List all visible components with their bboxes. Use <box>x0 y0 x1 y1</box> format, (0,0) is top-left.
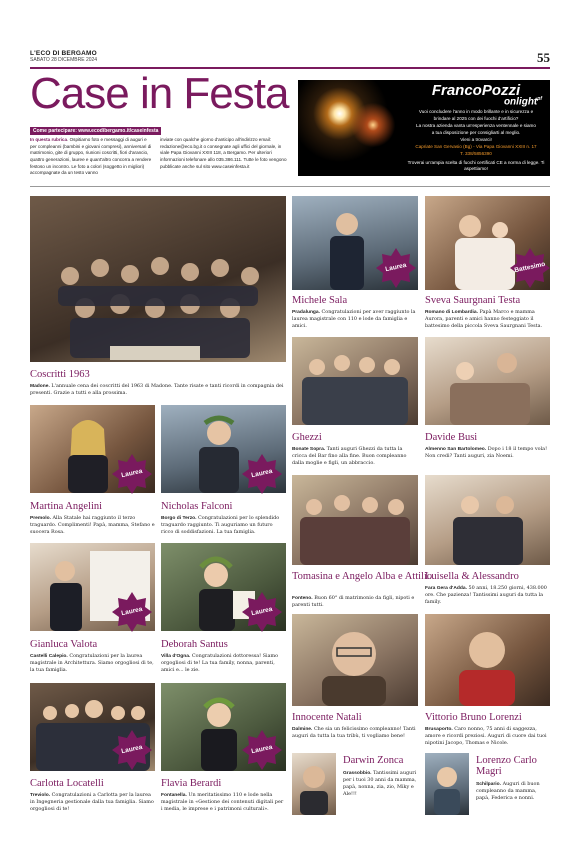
lorenzi-caption <box>425 726 550 747</box>
laurea-badge <box>110 590 154 634</box>
magri-name: Lorenzo Carlo Magri <box>476 755 537 778</box>
badge-label: Laurea <box>120 467 144 480</box>
busi-name: Davide Busi <box>425 432 478 443</box>
ghezzi-caption <box>292 446 418 467</box>
laurea-badge <box>110 728 154 772</box>
caption-text: Tanti auguri Ghezzi da tutta la cricca del Bar fino alla fine. Buon compleanno dalla moglie e figli, un abbraccio. <box>292 446 407 467</box>
sala-caption <box>292 309 418 330</box>
sala-name: Michele Sala <box>292 295 348 306</box>
santus-caption <box>161 653 286 674</box>
ad-line: brindare al 2025 con dei fuochi d'artificio? <box>433 116 519 122</box>
ad-brand-sup: pf <box>537 96 542 102</box>
caption-place: Borgo di Terzo. <box>161 516 197 521</box>
caption-text: Tantissimi auguri per i tuoi 30 anni da mamma, papà, nonna, zia, zio, Miky e Ale!!! <box>343 770 417 798</box>
zonca-figure <box>292 753 336 815</box>
participate-link[interactable]: Come partecipare: www.ecodibergamo.it/caseinfesta <box>30 127 161 135</box>
caption-text: Alla Statale hai raggiunto il terzo traguardo. Complimenti! Papà, mamma, Stefano e suocera Rosa. <box>30 515 155 536</box>
santus-name: Deborah Santus <box>161 639 228 650</box>
caption-text: Congratulazioni a Carlotta per la laurea in Ingegneria gestionale dalla tua famiglia. Siamo orgogliosi di te! <box>30 792 154 813</box>
battesimo-badge <box>508 246 552 290</box>
paper-name: L'ECO DI BERGAMO <box>30 50 97 57</box>
valota-caption <box>30 653 155 674</box>
caption-text: Auguri di buon compleanno da mamma, papà, Federica e nonni. <box>476 781 540 802</box>
caption-text: Congratulazioni per aver raggiunto la laurea magistrale con 110 e lode da famiglia e amici. <box>292 309 416 330</box>
page-number: 55 <box>537 50 550 65</box>
magri-caption <box>476 781 550 802</box>
badge-label: Laurea <box>250 605 274 618</box>
caption-place: Pradalunga. <box>292 310 320 315</box>
caption-place: Castelli Calepio. <box>30 654 68 659</box>
busi-photo <box>425 337 550 425</box>
caption-place: Romano di Lombardia. <box>425 310 478 315</box>
luisella-photo <box>425 475 550 565</box>
natali-name: Innocente Natali <box>292 712 362 723</box>
coscritti-text: L'annuale cena dei coscritti del 1963 di Madone. Tante risate e tanti ricordi in compagnia dei presenti. Grazie a tutti e alla prossima. <box>30 383 284 397</box>
caption-text: Congratulazioni per la laurea magistrale in Architettura. Siamo orgogliosi di te, la tua famiglia. <box>30 653 154 674</box>
badge-label: Laurea <box>384 261 408 274</box>
caption-place: Dalmine. <box>292 727 313 732</box>
tomasina-figures <box>292 475 418 565</box>
laurea-badge <box>240 728 284 772</box>
fireworks-ad[interactable] <box>298 80 550 176</box>
ad-line: a tua disposizione per consigliarti al meglio. <box>431 130 521 135</box>
group-silhouettes <box>30 196 286 362</box>
locatelli-name: Carlotta Locatelli <box>30 778 104 789</box>
caption-place: Grassobbio. <box>343 771 372 776</box>
falconi-caption <box>161 515 286 536</box>
ad-address: Capriate San Gervasio (Bg) - Via Papa Giovanni XXIII n. 17 <box>415 143 537 149</box>
laurea-badge <box>240 452 284 496</box>
locatelli-caption <box>30 792 155 813</box>
caption-place: Fontanella. <box>161 793 187 798</box>
coscritti-photo <box>30 196 286 362</box>
paper-date: SABATO 28 DICEMBRE 2024 <box>30 57 98 63</box>
laurea-badge <box>240 590 284 634</box>
badge-label: Laurea <box>250 743 274 756</box>
caption-text: Papà Marco e mamma Aurora, parenti e amici hanno festeggiato il battesimo della piccola Sveva Saurgnani Testa. <box>425 309 543 330</box>
caption-place: Brusaporto. <box>425 727 453 732</box>
caption-place: Fara Gera d'Adda. <box>425 586 467 591</box>
ghezzi-photo <box>292 337 418 425</box>
ad-line: Vieni a trovarci! <box>460 136 492 142</box>
luisella-figures <box>425 475 550 565</box>
caption-text: Caro nonno, 75 anni di saggezza, amore e ricordi preziosi. Auguri di cuore dai tuoi nipotini Jacopo, Thomas e Nicole. <box>425 726 547 747</box>
intro-col-1 <box>30 137 152 177</box>
ad-phone: T. 338/5856390 <box>460 150 492 156</box>
magri-figure <box>425 753 469 815</box>
caption-place: Almenno San Bartolomeo. <box>425 447 487 452</box>
testa-name: Sveva Saurgnani Testa <box>425 295 521 306</box>
intro-col-2: inviate con qualche giorno d'anticipo all'indirizzo email: redazione@eco.bg.it o consegnate agli uffici del giornale, in viale Papa Giovanni XXIII 118, a Bergamo. Per ulteriori informazioni telefonare allo 035.386.111. Tutte le foto vengono pubblicate anche sul sito www.caseinfesta.it <box>160 137 287 169</box>
tomasina-photo <box>292 475 418 565</box>
content-rule <box>30 186 550 187</box>
tomasina-name: Tomasina e Angelo Alba e Attilio <box>292 571 433 582</box>
ghezzi-figures <box>292 337 418 425</box>
coscritti-caption <box>30 383 286 397</box>
laurea-badge <box>374 246 418 290</box>
valota-name: Gianluca Valota <box>30 639 98 650</box>
natali-photo <box>292 614 418 706</box>
intro-lead: In questa rubrica <box>30 137 68 142</box>
ad-footer: Troverai un'ampia scelta di fuochi certificati CE a norma di legge. Ti aspettiamo! <box>407 159 545 172</box>
caption-text: Che sia un felicissimo compleanno! Tanti auguri da tutta la tua tribù, ti vogliamo bene! <box>292 726 416 740</box>
ad-line: Vuoi concludere l'anno in modo brillante e in sicurezza e <box>418 109 534 115</box>
testa-caption <box>425 309 550 330</box>
ad-text <box>402 80 550 173</box>
lorenzi-figure <box>425 614 550 706</box>
caption-place: Fonteno. <box>292 596 313 601</box>
masthead <box>30 50 97 63</box>
zonca-name: Darwin Zonca <box>343 755 404 766</box>
coscritti-name: Coscritti 1963 <box>30 369 90 380</box>
tomasina-caption <box>292 595 418 609</box>
luisella-caption <box>425 585 550 606</box>
falconi-name: Nicholas Falconi <box>161 501 233 512</box>
ad-fireworks-burst <box>338 90 408 160</box>
lorenzi-photo <box>425 614 550 706</box>
caption-text: Congratulazioni dottoressa! Siamo orgogliosi di te! La tua family, nonna, parenti, amici e... le zie. <box>161 653 279 674</box>
angelini-caption <box>30 515 155 536</box>
busi-figures <box>425 337 550 425</box>
ad-body <box>402 109 550 143</box>
badge-label: Laurea <box>120 605 144 618</box>
natali-caption <box>292 726 418 740</box>
section-title: Case in Festa <box>30 69 289 118</box>
luisella-name: Luisella & Alessandro <box>425 571 519 582</box>
lorenzi-name: Vittorio Bruno Lorenzi <box>425 712 522 723</box>
ad-line: La nostra azienda vanta un'esperienza ventennale e siamo <box>416 123 536 129</box>
zonca-photo <box>292 753 336 815</box>
ad-brand: FrancoPozzi <box>431 82 521 99</box>
caption-place: Bonate Sopra. <box>292 447 326 452</box>
caption-place: Schilpario. <box>476 782 502 787</box>
busi-caption <box>425 446 550 460</box>
caption-place: Villa d'Ogna. <box>161 654 191 659</box>
coscritti-place: Madone. <box>30 384 50 389</box>
ad-brand-sub-text: onlight <box>503 96 538 108</box>
caption-place: Premolo. <box>30 516 51 521</box>
badge-label: Laurea <box>250 467 274 480</box>
magri-photo <box>425 753 469 815</box>
badge-label: Laurea <box>120 743 144 756</box>
ghezzi-name: Ghezzi <box>292 432 322 443</box>
intro-text-1: . Ospitiamo foto e messaggi di auguri e per compleanni (bambini e giovani compresi), anniversari di matrimonio, gite di gruppo, riunioni coscritti, fiori d'arancio, quattro generazioni, lauree e quant'altro concorra a rendere festoso un incontro. Le foto a colori (soggetto in migliori) accompagnate da un testo vanno <box>30 137 152 176</box>
berardi-name: Flavia Berardi <box>161 778 222 789</box>
badge-label: Battesimo <box>513 260 546 275</box>
zonca-caption <box>343 770 419 798</box>
caption-text: Congratulazioni per lo splendido traguardo raggiunto. Ti auguriamo un futuro ricco di soddisfazioni. La tua famiglia. <box>161 515 280 536</box>
berardi-caption <box>161 792 286 813</box>
caption-text: 50 anni, 18.250 giorni, 438.000 ore. Che pazienza! Tantissimi auguri da tutta la family. <box>425 585 547 606</box>
natali-figure <box>292 614 418 706</box>
laurea-badge <box>110 452 154 496</box>
caption-text: Un meritatissimo 110 e lode nella magistrale in «Gestione dei contenuti digitali per i media, le imprese e i patrimoni culturali». <box>161 792 284 813</box>
caption-place: Treviolo. <box>30 793 51 798</box>
caption-text: Dopo i 18 il tempo vola! Non credi? Tanti auguri, zia Noemi. <box>425 446 548 460</box>
caption-text: Buon 60° di matrimonio da figli, nipoti e parenti tutti. <box>292 595 415 609</box>
angelini-name: Martina Angelini <box>30 501 103 512</box>
